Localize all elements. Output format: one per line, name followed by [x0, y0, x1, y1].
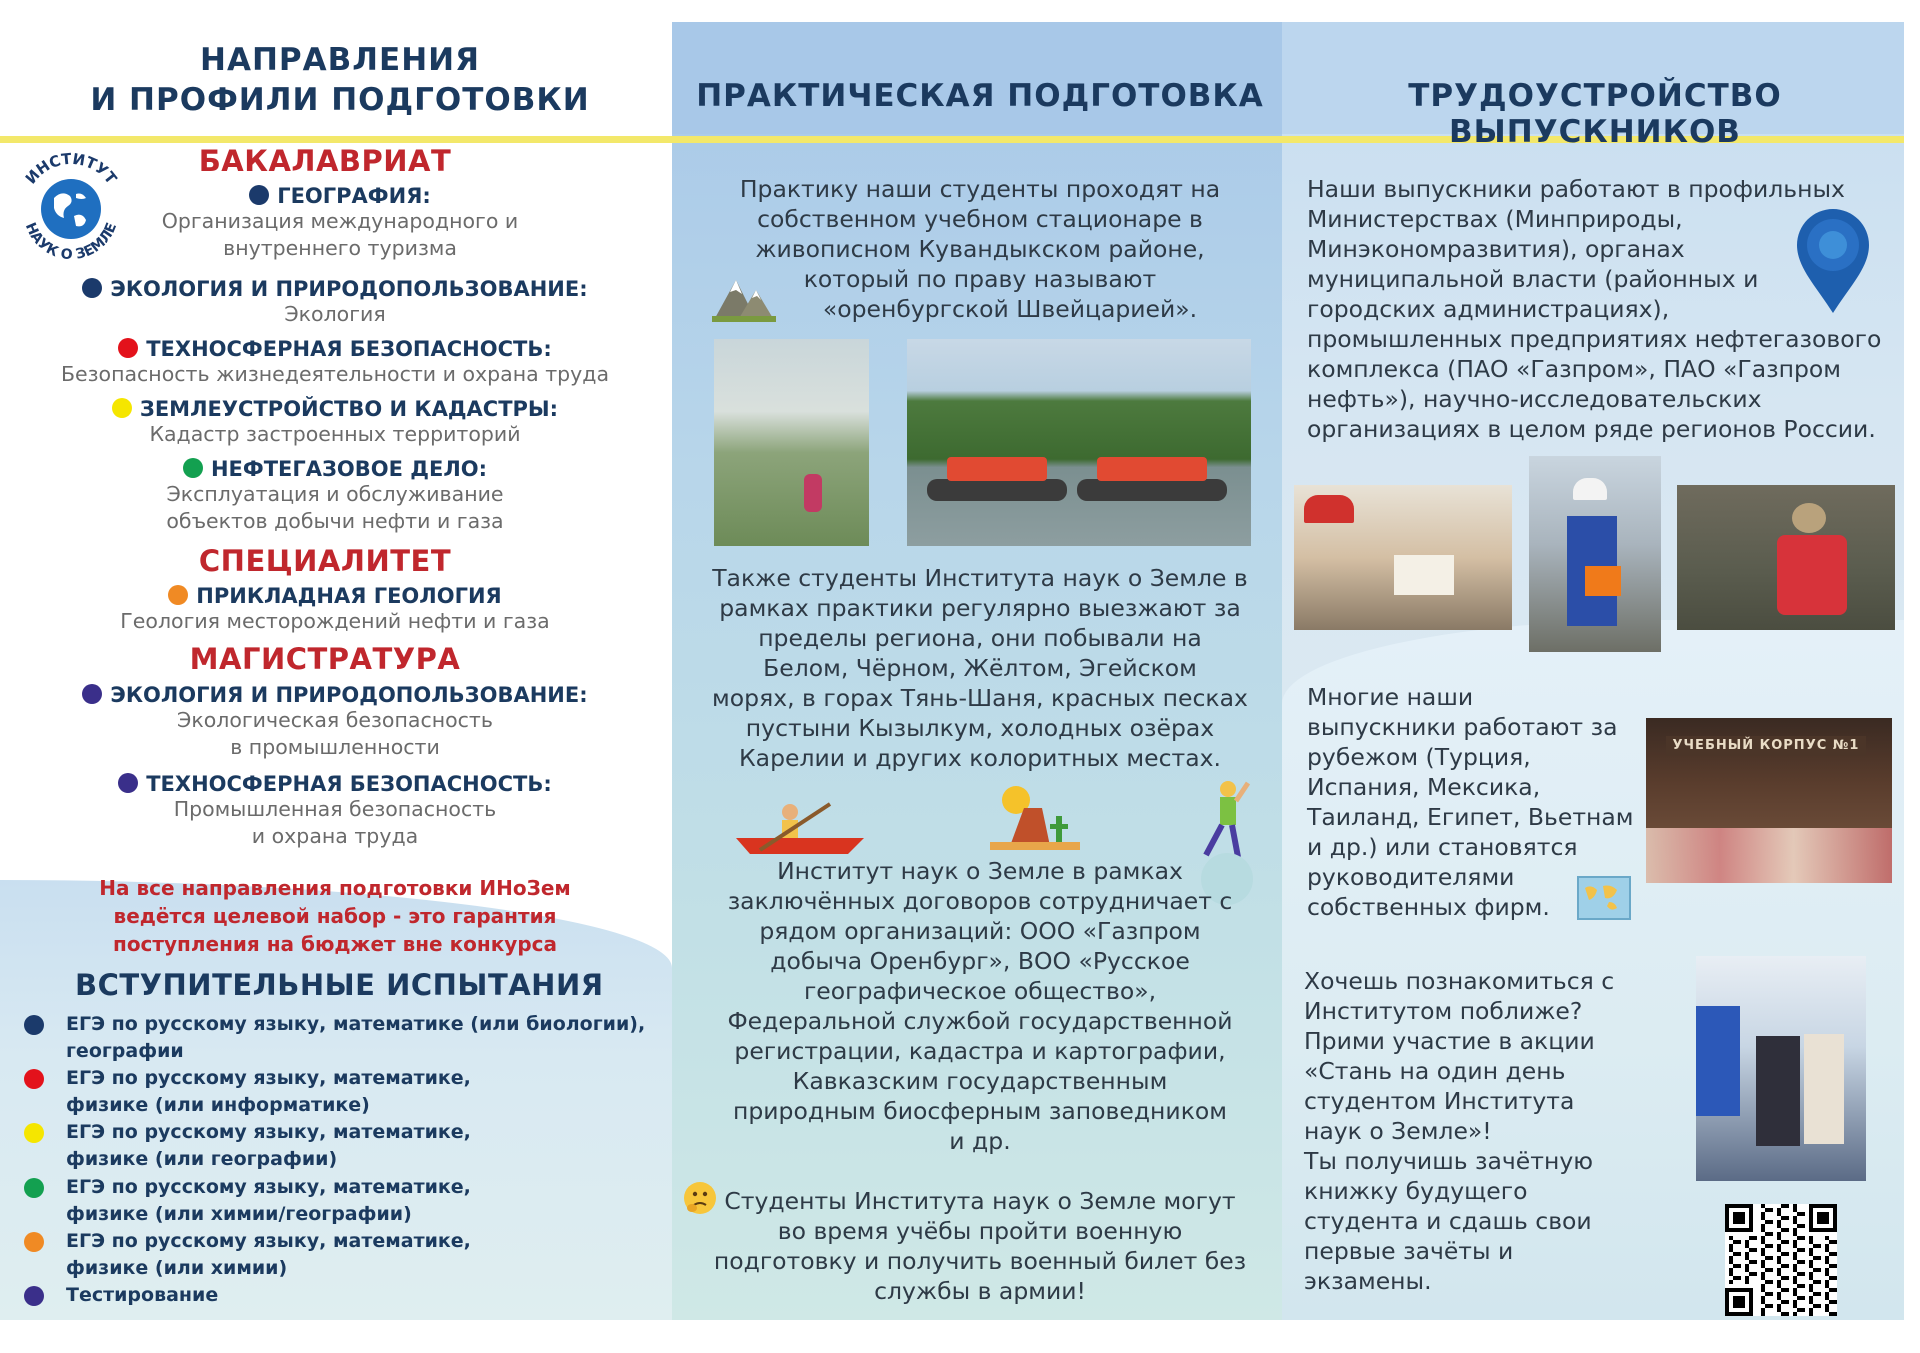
text-line: первые зачёты и — [1304, 1237, 1514, 1265]
program-profile: в промышленности — [230, 735, 440, 759]
text-line: природным биосферным заповедником — [733, 1097, 1227, 1125]
exam-line: ЕГЭ по русскому языку, математике, — [66, 1176, 471, 1198]
text-line: Наши выпускники работают в профильных — [1307, 175, 1845, 203]
location-pin-icon — [1793, 205, 1873, 315]
text-line: регистрации, кадастра и картографии, — [734, 1037, 1226, 1065]
level-master: МАГИСТРАТУРА — [189, 642, 461, 676]
program-title: ТЕХНОСФЕРНАЯ БЕЗОПАСНОСТЬ: — [146, 772, 552, 796]
program-profile: Промышленная безопасность — [173, 797, 497, 821]
program-profile: и охрана труда — [251, 824, 419, 848]
program-dot — [118, 338, 138, 358]
text-line: муниципальной власти (районных и — [1307, 265, 1759, 293]
text-line: выпускники работают за — [1307, 713, 1618, 741]
exam-line: Тестирование — [66, 1284, 219, 1306]
right-title: ТРУДОУСТРОЙСТВО ВЫПУСКНИКОВ — [1408, 78, 1782, 150]
text-line: руководителями — [1307, 863, 1515, 891]
program-ecology — [40, 277, 630, 328]
program-profile: внутреннего туризма — [223, 236, 457, 260]
program-profile: Эксплуатация и обслуживание — [166, 482, 504, 506]
program-profile: Организация международного и — [161, 209, 519, 233]
text-line: студента и сдашь свои — [1304, 1207, 1592, 1235]
text-line: промышленных предприятиях нефтегазового — [1307, 325, 1882, 353]
text-line: Федеральной службой государственной — [727, 1007, 1233, 1035]
exam-item — [66, 1228, 656, 1282]
employment-paragraph-3 — [1304, 966, 1644, 1296]
mountain-icon — [712, 270, 776, 322]
exam-item — [66, 1011, 656, 1065]
exam-dot — [24, 1232, 44, 1252]
exam-line: ЕГЭ по русскому языку, математике, — [66, 1067, 471, 1089]
program-land-management — [40, 397, 630, 448]
text-line: Испания, Мексика, — [1307, 773, 1541, 801]
level-specialist: СПЕЦИАЛИТЕТ — [198, 544, 452, 578]
program-profile: объектов добычи нефти и газа — [166, 509, 504, 533]
text-line: рядом организаций: ООО «Газпром — [759, 917, 1201, 945]
text-line: Минэкономразвития), органах — [1307, 235, 1685, 263]
exam-line: географии — [66, 1040, 184, 1062]
building-sign: УЧЕБНЫЙ КОРПУС №1 — [1666, 736, 1866, 756]
program-dot — [82, 278, 102, 298]
text-line: Министерствах (Минприроды, — [1307, 205, 1683, 233]
program-dot — [183, 458, 203, 478]
text-line: Хочешь познакомиться с — [1304, 967, 1615, 995]
practice-paragraph-1 — [700, 174, 1260, 324]
text-line: и др. — [949, 1127, 1011, 1155]
notice-line: поступления на бюджет вне конкурса — [113, 932, 557, 956]
text-line: «Стань на один день — [1304, 1057, 1566, 1085]
text-line: организациях в целом ряде регионов России. — [1307, 415, 1876, 443]
program-oil-gas — [40, 457, 630, 535]
climber-icon — [1186, 775, 1256, 865]
program-title: ЭКОЛОГИЯ И ПРИРОДОПОЛЬЗОВАНИЕ: — [110, 277, 588, 301]
left-title-line2: И ПРОФИЛИ ПОДГОТОВКИ — [90, 82, 590, 118]
program-master-ecology — [40, 683, 630, 761]
exam-line: физике (или информатике) — [66, 1094, 370, 1116]
program-title: ГЕОГРАФИЯ: — [277, 184, 431, 208]
text-line: Институт наук о Земле в рамках — [777, 857, 1183, 885]
program-dot — [168, 585, 188, 605]
program-dot — [118, 773, 138, 793]
program-title: НЕФТЕГАЗОВОЕ ДЕЛО: — [210, 457, 488, 481]
program-profile: Экология — [284, 302, 386, 326]
text-line: наук о Земле»! — [1304, 1117, 1492, 1145]
left-header — [60, 40, 620, 120]
exam-line: ЕГЭ по русскому языку, математике (или биологии), — [66, 1013, 646, 1035]
text-line: Ты получишь зачётную — [1304, 1147, 1594, 1175]
exam-line: физике (или химии) — [66, 1257, 288, 1279]
exam-line: ЕГЭ по русскому языку, математике, — [66, 1230, 471, 1252]
text-line: рамках практики регулярно выезжают за — [719, 594, 1241, 622]
text-line: морях, в горах Тянь-Шаня, красных песках — [712, 684, 1248, 712]
program-title: ЗЕМЛЕУСТРОЙСТВО И КАДАСТРЫ: — [139, 397, 559, 421]
target-enrollment-notice — [40, 874, 630, 958]
text-line: и др.) или становятся — [1307, 833, 1578, 861]
exam-dot — [24, 1178, 44, 1198]
employment-photo-event — [1696, 956, 1866, 1181]
text-line: Многие наши — [1307, 683, 1474, 711]
program-dot — [249, 185, 269, 205]
program-profile: Кадастр застроенных территорий — [149, 422, 521, 446]
text-line: книжку будущего — [1304, 1177, 1528, 1205]
practice-paragraph-4 — [700, 1186, 1260, 1306]
exam-dot — [24, 1123, 44, 1143]
text-line: Таиланд, Египет, Вьетнам — [1307, 803, 1634, 831]
program-geography — [140, 184, 540, 262]
exam-line: ЕГЭ по русскому языку, математике, — [66, 1121, 471, 1143]
program-dot — [82, 684, 102, 704]
text-line: Практику наши студенты проходят на — [739, 175, 1221, 203]
text-line: пределы региона, они побывали на — [758, 624, 1202, 652]
text-line: нефть»), научно-исследовательских — [1307, 385, 1762, 413]
text-line: географическое общество», — [803, 977, 1157, 1005]
text-line: пустыни Кызылкум, холодных озёрах — [745, 714, 1215, 742]
text-line: Кавказским государственным — [792, 1067, 1168, 1095]
text-line: во время учёбы пройти военную — [777, 1217, 1183, 1245]
text-line: экзамены. — [1304, 1267, 1432, 1295]
notice-line: На все направления подготовки ИНоЗем — [99, 876, 571, 900]
left-title-line1: НАПРАВЛЕНИЯ — [200, 42, 480, 78]
text-line: собственном учебном стационаре в — [757, 205, 1203, 233]
program-dot — [112, 398, 132, 418]
svg-text:ИНСТИТУТ: ИНСТИТУТ — [21, 150, 121, 188]
text-line: студентом Института — [1304, 1087, 1575, 1115]
practice-photo-hills — [714, 339, 869, 546]
program-profile: Геология месторождений нефти и газа — [120, 609, 550, 633]
exams-title: ВСТУПИТЕЛЬНЫЕ ИСПЫТАНИЯ — [75, 968, 604, 1002]
rowing-icon — [730, 790, 870, 860]
text-line: службы в армии! — [874, 1277, 1086, 1305]
text-line: рубежом (Турция, — [1307, 743, 1531, 771]
exam-item — [66, 1119, 656, 1174]
employment-photo-discussion — [1294, 485, 1512, 630]
practice-photo-rafting — [907, 339, 1251, 546]
exam-dot — [24, 1069, 44, 1089]
employment-photo-field — [1677, 485, 1895, 630]
program-title: ПРИКЛАДНАЯ ГЕОЛОГИЯ — [196, 584, 502, 608]
program-title: ТЕХНОСФЕРНАЯ БЕЗОПАСНОСТЬ: — [146, 337, 552, 361]
text-line: добыча Оренбург», ВОО «Русское — [770, 947, 1190, 975]
program-technosphere — [40, 337, 630, 388]
desert-icon — [990, 780, 1080, 850]
world-map-icon — [1577, 876, 1631, 920]
text-line: Карелии и других колоритных местах. — [738, 744, 1222, 772]
exam-dot — [24, 1286, 44, 1306]
svg-text:НАУК О ЗЕМЛЕ: НАУК О ЗЕМЛЕ — [21, 220, 121, 264]
employment-photo-building — [1646, 718, 1892, 883]
text-line: который по праву называют — [803, 265, 1157, 293]
program-master-technosphere — [40, 772, 630, 850]
middle-title: ПРАКТИЧЕСКАЯ ПОДГОТОВКА — [696, 78, 1264, 114]
text-line: Прими участие в акции — [1304, 1027, 1595, 1055]
employment-photo-engineer — [1529, 456, 1661, 652]
program-profile: Экологическая безопасность — [177, 708, 493, 732]
text-line: Белом, Чёрном, Жёлтом, Эгейском — [763, 654, 1197, 682]
text-line: комплекса (ПАО «Газпром», ПАО «Газпром — [1307, 355, 1842, 383]
qr-code[interactable] — [1725, 1204, 1837, 1316]
practice-paragraph-2 — [700, 563, 1260, 773]
text-line: живописном Кувандыкском районе, — [755, 235, 1205, 263]
text-line: заключённых договоров сотрудничает с — [727, 887, 1233, 915]
text-line: подготовку и получить военный билет без — [713, 1247, 1247, 1275]
exam-line: физике (или географии) — [66, 1148, 338, 1170]
text-line: собственных фирм. — [1307, 893, 1550, 921]
text-line: «оренбургской Швейцарией». — [822, 295, 1198, 323]
text-line: Также студенты Института наук о Земле в — [712, 564, 1248, 592]
practice-paragraph-3 — [700, 856, 1260, 1156]
exam-item — [66, 1174, 656, 1228]
exam-line: физике (или химии/географии) — [66, 1203, 412, 1225]
notice-line: ведётся целевой набор - это гарантия — [113, 904, 557, 928]
text-line: городских администрациях), — [1307, 295, 1670, 323]
level-bachelor: БАКАЛАВРИАТ — [198, 144, 452, 178]
exam-item — [66, 1065, 656, 1119]
text-line: Институтом поближе? — [1304, 997, 1583, 1025]
program-profile: Безопасность жизнедеятельности и охрана труда — [60, 362, 610, 386]
program-title: ЭКОЛОГИЯ И ПРИРОДОПОЛЬЗОВАНИЕ: — [110, 683, 588, 707]
program-applied-geology — [40, 584, 630, 635]
exams-list — [66, 1011, 656, 1312]
exam-dot — [24, 1015, 44, 1035]
text-line: Студенты Института наук о Земле могут — [724, 1187, 1236, 1215]
exam-item — [66, 1282, 656, 1312]
